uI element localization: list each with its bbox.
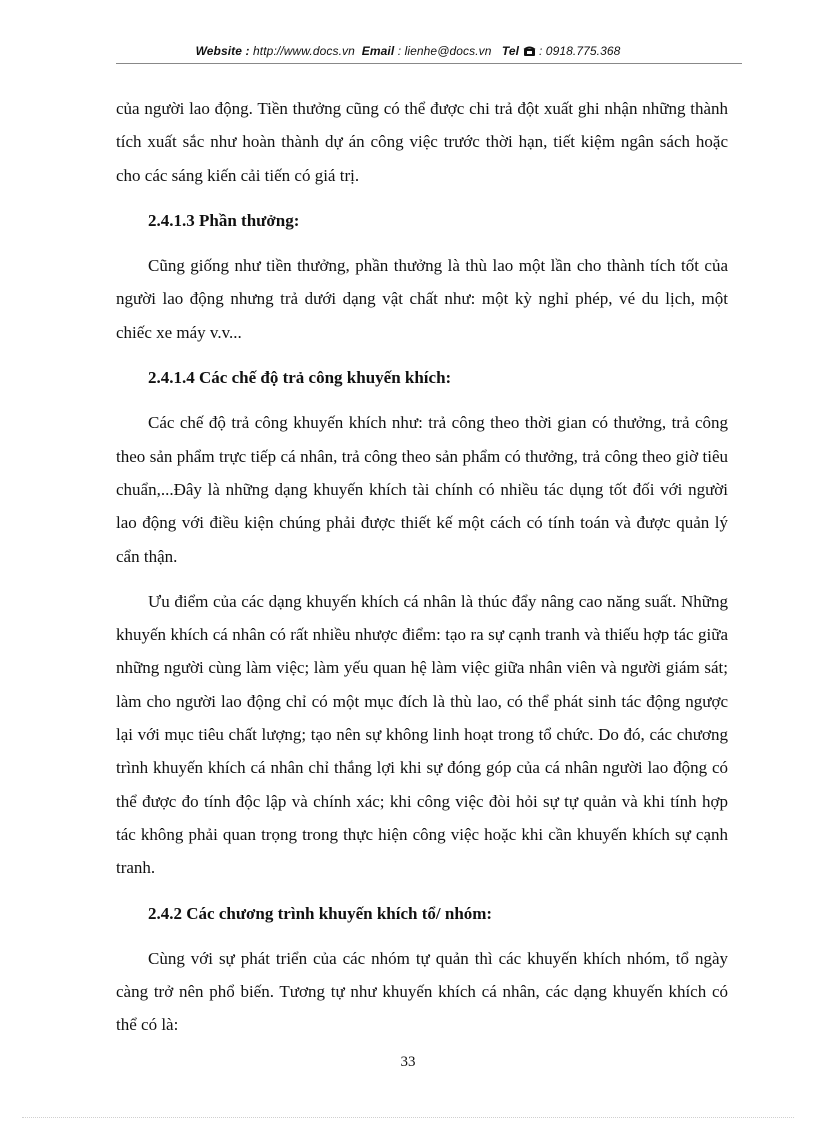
page-header (0, 44, 816, 60)
email-address[interactable]: : lienhe@docs.vn (397, 44, 492, 58)
section-heading: 2.4.1.3 Phần thưởng: (148, 210, 300, 230)
section-heading: 2.4.1.4 Các chế độ trả công khuyến khích: (148, 368, 452, 388)
header-divider (116, 63, 742, 64)
paragraph: Cùng với sự phát triển của các nhóm tự quản thì các khuyến khích nhóm, tổ ngày càng trở nên phổ biến. Tương tự như khuyến khích cá nhân, các dạng khuyến khích có thể có là: (116, 948, 728, 1035)
paragraph: Cũng giống như tiền thưởng, phần thưởng là thù lao một lần cho thành tích tốt của người lao động nhưng trả dưới dạng vật chất như: một kỳ nghỉ phép, vé du lịch, một chiếc xe máy v.v... (116, 256, 728, 342)
page-number: 33 (400, 1054, 416, 1070)
phone-number: : 0918.775.368 (538, 44, 621, 58)
website-url[interactable]: http://www.docs.vn (253, 44, 355, 58)
tel-label: Tel (501, 44, 520, 58)
email-label: Email (361, 44, 395, 58)
footer-divider (22, 1117, 794, 1118)
paragraph: Các chế độ trả công khuyến khích như: trả công theo thời gian có thưởng, trả công theo sản phẩm trực tiếp cá nhân, trả công theo sản phẩm có thưởng, trả công theo giờ tiêu chuẩn,...Đây là những dạng khuyến khích tài chính có nhiều tác dụng tốt đối với người lao động với điều kiện chúng phải được thiết kế một cách có tính toán và được quản lý cẩn thận. (116, 413, 728, 566)
paragraph: Ưu điểm của các dạng khuyến khích cá nhân là thúc đẩy nâng cao năng suất. Những khuyến khích cá nhân có rất nhiều nhược điểm: tạo ra sự cạnh tranh và thiếu hợp tác giữa những người cùng làm việc; làm yếu quan hệ làm việc giữa nhân viên và người giám sát; làm cho người lao động chỉ có một mục đích là thù lao, có thể phát sinh tác động ngược lại với mục tiêu chất lượng; tạo nên sự không linh hoạt trong tổ chức. Do đó, các chương trình khuyến khích cá nhân chỉ thắng lợi khi sự đóng góp của cá nhân người lao động có thể được đo tính độc lập và chính xác; khi công việc đòi hỏi sự tự quản và khi tính hợp tác không phải quan trọng trong thực hiện công việc hoặc khi cần khuyến khích sự cạnh tranh. (116, 591, 728, 878)
section-heading: 2.4.2 Các chương trình khuyến khích tổ/ nhóm: (148, 903, 493, 923)
website-label: Website : (195, 44, 250, 58)
paragraph: của người lao động. Tiền thưởng cũng có thể được chi trả đột xuất ghi nhận những thành tích xuất sắc như hoàn thành dự án công việc trước thời hạn, tiết kiệm ngân sách hoặc cho các sáng kiến cải tiến có giá trị. (116, 99, 728, 185)
phone-icon (523, 45, 536, 60)
document-body (116, 92, 728, 1054)
